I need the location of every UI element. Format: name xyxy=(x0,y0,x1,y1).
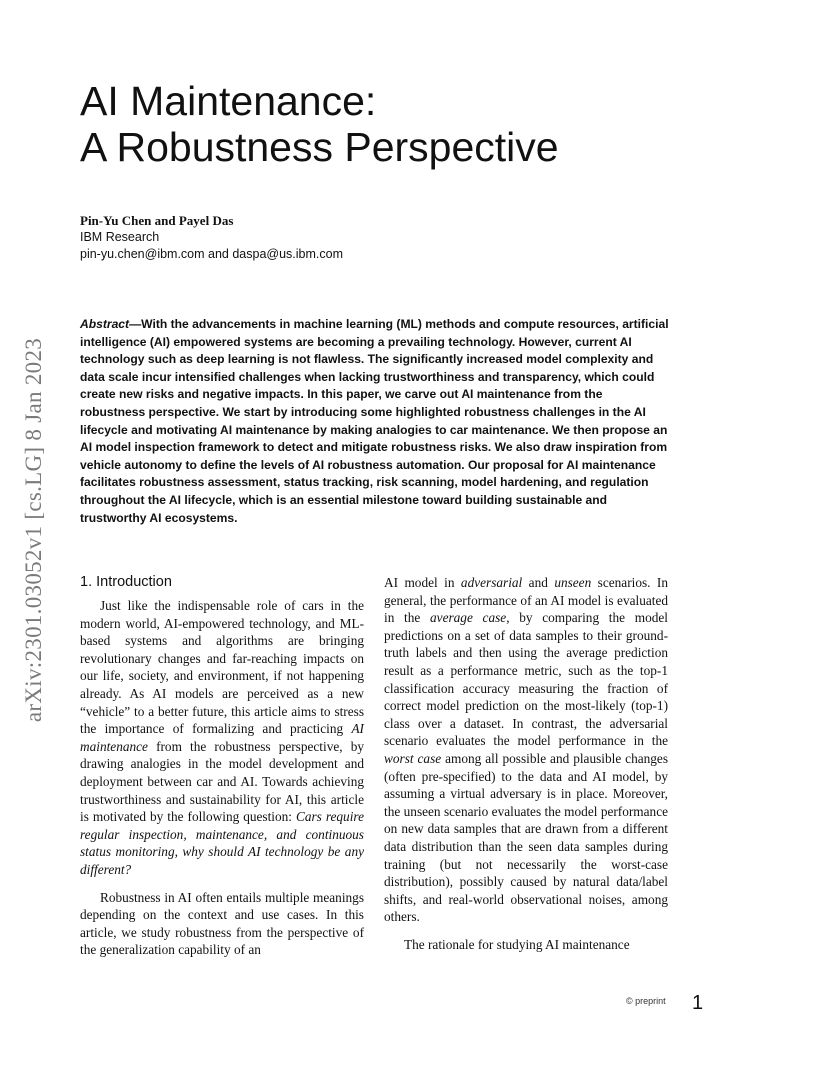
intro-paragraph-3: AI model in adversarial and unseen scenarios. In general, the performance of an AI model is evaluated in the average case, by comparing the model predictions on a set of data samples to their ground-truth labels and then using the average prediction result as a performance metric, such as the top-1 classification accuracy measuring the fraction of correct model prediction on the most-likely (top-1) class over a dataset. In contrast, the adversarial scenario evaluates the model performance in the worst case among all possible and plausible changes (often pre-specified) to the data and AI model, by assuming a virtual adversary is in place. Moreover, the unseen scenario evaluates the model performance on new data samples that are drawn from a different data distribution than the seen data samples during training (but not necessarily the worst-case distribution), possibly caused by natural data/label shifts, and real-world observational noises, among others. xyxy=(384,575,669,925)
abstract xyxy=(80,316,670,527)
title-line-2: A Robustness Perspective xyxy=(80,124,559,170)
arxiv-sidebar-stamp xyxy=(14,300,54,760)
author-emails: pin-yu.chen@ibm.com and daspa@us.ibm.com xyxy=(80,247,343,261)
author-affiliation: IBM Research xyxy=(80,230,160,244)
preprint-mark: © preprint xyxy=(626,996,666,1006)
section-heading: 1. Introduction xyxy=(80,574,172,590)
paper-title xyxy=(80,78,559,170)
left-column xyxy=(80,572,364,959)
intro-paragraph-2: Robustness in AI often entails multiple meanings depending on the context and use cases. In this article, we study robustness from the perspective of the generalization capability of an xyxy=(80,889,364,958)
arxiv-id: arXiv:2301.03052v1 [cs.LG] 8 Jan 2023 xyxy=(21,337,46,723)
abstract-text: —With the advancements in machine learning (ML) methods and compute resources, artificial intelligence (AI) empowered systems are becoming a prevailing technology. However, current AI technology such as deep learning is not flawless. The significantly increased model complexity and data scale incur intensified challenges when lacking trustworthiness and transparency, which could create new risks and negative impacts. In this paper, we carve out AI maintenance from the robustness perspective. We start by introducing some highlighted robustness challenges in the AI lifecycle and motivating AI maintenance by making analogies to car maintenance. We then propose an AI model inspection framework to detect and mitigate robustness risks. We also draw inspiration from vehicle autonomy to define the levels of AI robustness automation. Our proposal for AI maintenance facilitates robustness assessment, status tracking, risk scanning, model hardening, and regulation throughout the AI lifecycle, which is an essential milestone toward building sustainable and trustworthy AI ecosystems. xyxy=(80,317,669,525)
intro-paragraph-4: The rationale for studying AI maintenance xyxy=(404,936,630,952)
title-line-1: AI Maintenance: xyxy=(80,78,377,124)
page-number: 1 xyxy=(692,992,704,1014)
author-names: Pin-Yu Chen and Payel Das xyxy=(80,213,234,228)
intro-paragraph-1: Just like the indispensable role of cars in the modern world, AI-empowered technology, and ML-based systems and algorithms are bringing revolutionary changes and far-reaching impacts on our life, society, and environment, if not happening already. As AI models are perceived as a new “vehicle” to a better future, this article aims to stress the importance of formalizing and practicing AI maintenance from the robustness perspective, by drawing analogies in the model development and deployment between car and AI. Towards achieving trustworthiness and sustainability for AI, this article is motivated by the following question: Cars require regular inspection, maintenance, and continuous status monitoring, why should AI technology be any different? xyxy=(80,598,364,877)
author-block xyxy=(80,212,343,263)
abstract-label: Abstract xyxy=(80,317,130,331)
right-column xyxy=(384,572,668,953)
